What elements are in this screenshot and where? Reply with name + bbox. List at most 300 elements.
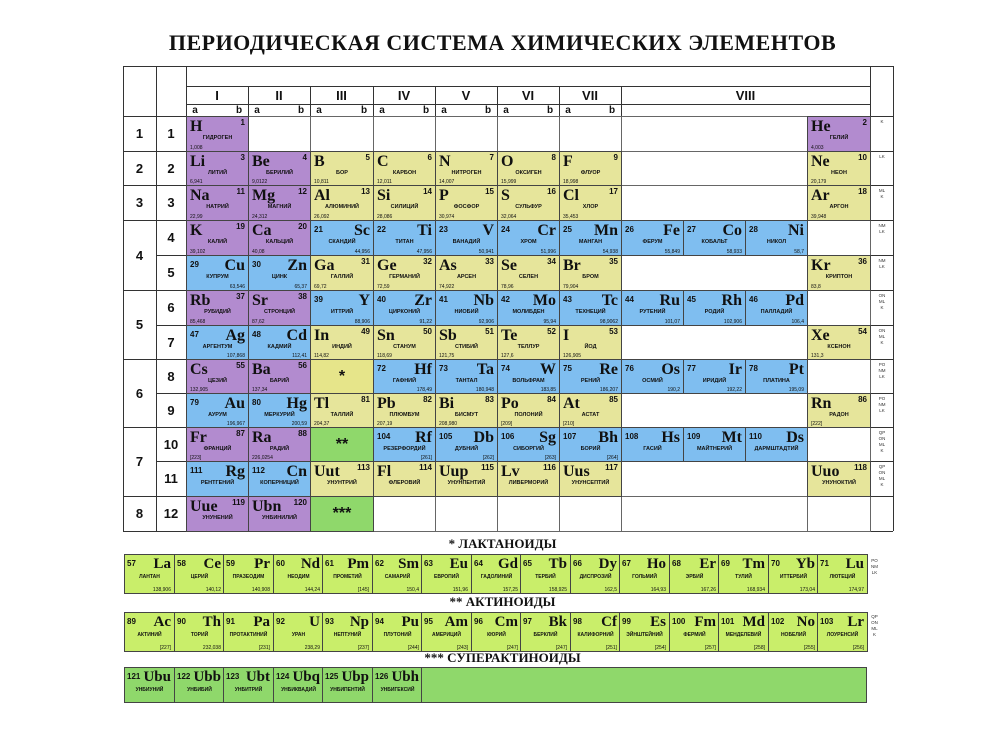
star-cell[interactable] — [310, 496, 374, 532]
element-symbol: Cn — [286, 463, 307, 480]
period-label-8: 8 — [135, 506, 144, 521]
atomic-number: 32 — [423, 257, 432, 266]
atomic-mass: 138,906 — [152, 587, 171, 593]
element-symbol: Am — [444, 614, 468, 630]
element-P[interactable] — [435, 185, 498, 221]
element-As[interactable] — [435, 255, 498, 291]
element-Sr[interactable] — [248, 290, 311, 326]
element-Eu[interactable] — [421, 554, 472, 594]
element-Kr[interactable] — [807, 255, 871, 291]
element-symbol: Kr — [811, 257, 831, 274]
element-Re[interactable] — [559, 359, 622, 394]
element-symbol: Hs — [661, 429, 680, 446]
element-name: ПЛЮМБУМ — [389, 412, 420, 418]
element-Uuo[interactable] — [807, 461, 871, 497]
shell-letters: K — [880, 119, 884, 124]
element-He[interactable] — [807, 116, 871, 152]
atomic-number: 6 — [427, 153, 432, 162]
atomic-mass: 114,82 — [314, 353, 329, 359]
element-Cs[interactable] — [186, 359, 249, 394]
element-I[interactable] — [559, 325, 622, 360]
element-name: СТИБИЙ — [454, 344, 478, 350]
atomic-mass: 26,092 — [314, 214, 330, 220]
element-symbol: Ce — [203, 556, 221, 572]
element-name: ФРАНЦИЙ — [203, 446, 232, 452]
atomic-number: 36 — [858, 257, 867, 266]
element-Ubu[interactable] — [124, 667, 175, 703]
element-symbol: Zr — [414, 292, 432, 309]
empty-cell — [621, 151, 808, 186]
atomic-number: 75 — [563, 364, 572, 373]
frame-top — [123, 66, 893, 67]
atomic-number: 24 — [501, 225, 510, 234]
element-symbol: Zn — [287, 257, 307, 274]
element-H[interactable] — [186, 116, 249, 152]
row-label-11: 11 — [164, 471, 178, 486]
atomic-mass: 54,938 — [602, 249, 618, 255]
element-Ni[interactable] — [745, 220, 808, 256]
element-symbol: Np — [349, 614, 369, 630]
star-marker: *** — [332, 505, 352, 522]
element-Ag[interactable] — [186, 325, 249, 360]
atomic-number: 107 — [563, 432, 577, 441]
element-Na[interactable] — [186, 185, 249, 221]
element-Rf[interactable] — [373, 427, 436, 462]
atomic-number: 82 — [423, 395, 432, 404]
atomic-number: 77 — [687, 364, 696, 373]
atomic-number: 19 — [236, 222, 245, 231]
element-Sb[interactable] — [435, 325, 498, 360]
atomic-number: 3 — [240, 153, 245, 162]
element-Ar[interactable] — [807, 185, 871, 221]
element-symbol: Fl — [377, 463, 392, 480]
element-Te[interactable] — [497, 325, 560, 360]
element-symbol: Pb — [377, 395, 396, 412]
element-Sc[interactable] — [310, 220, 374, 256]
element-Mo[interactable] — [497, 290, 560, 326]
element-symbol: S — [501, 187, 510, 204]
element-name: НОБЕЛИЙ — [780, 632, 807, 638]
atomic-mass: 58,933 — [726, 249, 742, 255]
element-symbol: Cl — [563, 187, 579, 204]
atomic-number: 15 — [485, 187, 494, 196]
element-Gd[interactable] — [471, 554, 522, 594]
element-name: УНУНОКТИЙ — [822, 480, 856, 486]
element-symbol: P — [439, 187, 449, 204]
element-Ca[interactable] — [248, 220, 311, 256]
element-C[interactable] — [373, 151, 436, 186]
shell-letters: PONMLK — [878, 362, 886, 379]
row-label-3: 3 — [167, 195, 175, 210]
subgroup-a-label: a — [565, 104, 571, 116]
element-Er[interactable] — [669, 554, 720, 594]
empty-cell — [248, 116, 311, 152]
atomic-mass: 74,922 — [439, 284, 455, 290]
element-Rh[interactable] — [683, 290, 746, 326]
element-Fr[interactable] — [186, 427, 249, 462]
empty-cell — [310, 116, 374, 152]
element-name: НИКОЛ — [766, 239, 787, 245]
element-Ne[interactable] — [807, 151, 871, 186]
atomic-number: 12 — [298, 187, 307, 196]
lanthanides-shell-letters: PONMLK — [871, 558, 878, 575]
element-symbol: Es — [650, 614, 666, 630]
lanthanides-title: * ЛАКТАНОИДЫ — [448, 536, 557, 551]
atomic-number: 68 — [672, 559, 681, 568]
atomic-mass: 164,93 — [650, 587, 666, 593]
atomic-number: 26 — [625, 225, 634, 234]
element-Ubp[interactable] — [322, 667, 373, 703]
element-Tl[interactable] — [310, 393, 374, 428]
element-Db[interactable] — [435, 427, 498, 462]
element-Y[interactable] — [310, 290, 374, 326]
element-Os[interactable] — [621, 359, 684, 394]
shell-letters: ONMLK — [878, 293, 886, 310]
element-Yb[interactable] — [768, 554, 819, 594]
element-name: ТЕХНЕЦИЙ — [575, 309, 606, 315]
element-Ir[interactable] — [683, 359, 746, 394]
element-Tb[interactable] — [520, 554, 571, 594]
element-Th[interactable] — [174, 612, 225, 652]
element-Ge[interactable] — [373, 255, 436, 291]
atomic-mass: 30,974 — [439, 214, 455, 220]
empty-cell — [559, 496, 622, 532]
atomic-mass: 127,6 — [501, 353, 514, 359]
element-name: СИЛИЦИЙ — [390, 204, 419, 210]
element-Po[interactable] — [497, 393, 560, 428]
atomic-mass: [255] — [803, 645, 815, 651]
element-name: КУПРУМ — [206, 274, 229, 280]
atomic-mass: [264] — [606, 455, 618, 461]
element-Ubb[interactable] — [174, 667, 225, 703]
period-divider — [123, 531, 156, 532]
element-name: СИБОРГИЙ — [513, 446, 544, 452]
element-name: ПРОТАКТИНИЙ — [229, 632, 268, 638]
atomic-number: 14 — [423, 187, 432, 196]
atomic-number: 84 — [547, 395, 556, 404]
element-symbol: H — [190, 118, 203, 135]
atomic-number: 106 — [501, 432, 515, 441]
empty-cell — [435, 496, 498, 532]
period-label-7: 7 — [135, 454, 144, 469]
element-symbol: Er — [699, 556, 716, 572]
element-Ds[interactable] — [745, 427, 808, 462]
element-La[interactable] — [124, 554, 175, 594]
row-label-9: 9 — [167, 402, 175, 418]
element-symbol: Pr — [254, 556, 270, 572]
atomic-mass: 55,849 — [664, 249, 680, 255]
element-Mn[interactable] — [559, 220, 622, 256]
element-Zn[interactable] — [248, 255, 311, 291]
element-Ra[interactable] — [248, 427, 311, 462]
star-cell[interactable] — [310, 359, 374, 394]
element-symbol: Cf — [601, 614, 617, 630]
element-In[interactable] — [310, 325, 374, 360]
element-Cn[interactable] — [248, 461, 311, 497]
element-Rb[interactable] — [186, 290, 249, 326]
element-U[interactable] — [273, 612, 324, 652]
element-Hf[interactable] — [373, 359, 436, 394]
element-Be[interactable] — [248, 151, 311, 186]
element-Hg[interactable] — [248, 393, 311, 428]
element-Hs[interactable] — [621, 427, 684, 462]
element-symbol: F — [563, 153, 573, 170]
atomic-number: 113 — [357, 463, 370, 472]
subgroup-b-label: b — [422, 104, 430, 116]
element-Tm[interactable] — [718, 554, 769, 594]
atomic-mass: 158,925 — [548, 587, 567, 593]
atomic-number: 8 — [551, 153, 556, 162]
atomic-number: 124 — [276, 672, 290, 681]
element-name: ГАСИЙ — [643, 446, 662, 452]
element-Lr[interactable] — [817, 612, 868, 652]
element-symbol: Yb — [795, 556, 815, 572]
element-Md[interactable] — [718, 612, 769, 652]
atomic-mass: 14,007 — [439, 179, 455, 185]
element-W[interactable] — [497, 359, 560, 394]
element-Bk[interactable] — [520, 612, 571, 652]
element-symbol: Pu — [401, 614, 419, 630]
empty-cell — [621, 461, 808, 497]
element-name: МАЙТНЕРИЙ — [696, 446, 733, 452]
element-symbol: O — [501, 153, 514, 170]
element-Ce[interactable] — [174, 554, 225, 594]
atomic-mass: 226,0254 — [252, 455, 273, 461]
actinides-shell-letters: QPONMLK — [871, 614, 878, 637]
element-Ta[interactable] — [435, 359, 498, 394]
atomic-number: 69 — [721, 559, 730, 568]
element-Pu[interactable] — [372, 612, 423, 652]
atomic-number: 116 — [543, 463, 556, 472]
element-symbol: Mt — [721, 429, 742, 446]
atomic-mass: 91,22 — [419, 319, 432, 325]
empty-cell — [621, 393, 808, 428]
row-label-5: 5 — [167, 265, 175, 280]
element-name: НЕОН — [831, 170, 847, 176]
element-Fl[interactable] — [373, 461, 436, 497]
element-name: УНУНТРИЙ — [327, 480, 357, 486]
element-Ga[interactable] — [310, 255, 374, 291]
element-Bh[interactable] — [559, 427, 622, 462]
subgroup-a-label: a — [254, 104, 260, 116]
atomic-mass: 173,04 — [799, 587, 815, 593]
atomic-mass: 72,59 — [377, 284, 390, 290]
element-name: ЛИВЕРМОРИЙ — [508, 480, 549, 486]
element-symbol: Ca — [252, 222, 272, 239]
element-name: КАЛИФОРНИЙ — [577, 632, 614, 638]
element-Zr[interactable] — [373, 290, 436, 326]
element-symbol: Tl — [314, 395, 330, 412]
page-title: ПЕРИОДИЧЕСКАЯ СИСТЕМА ХИМИЧЕСКИХ ЭЛЕМЕНТОВ — [168, 30, 837, 55]
element-Cf[interactable] — [570, 612, 621, 652]
element-Bi[interactable] — [435, 393, 498, 428]
element-Es[interactable] — [619, 612, 670, 652]
empty-cell — [621, 116, 808, 152]
atomic-number: 10 — [858, 153, 867, 162]
element-Sn[interactable] — [373, 325, 436, 360]
element-Ubq[interactable] — [273, 667, 324, 703]
element-Uut[interactable] — [310, 461, 374, 497]
element-Pm[interactable] — [322, 554, 373, 594]
atomic-number: 25 — [563, 225, 572, 234]
element-Lu[interactable] — [817, 554, 868, 594]
element-Rg[interactable] — [186, 461, 249, 497]
element-Uup[interactable] — [435, 461, 498, 497]
element-F[interactable] — [559, 151, 622, 186]
element-Mt[interactable] — [683, 427, 746, 462]
atomic-number: 55 — [236, 361, 245, 370]
atomic-mass: [231] — [258, 645, 270, 651]
atomic-mass: [261] — [420, 455, 432, 461]
element-V[interactable] — [435, 220, 498, 256]
element-Am[interactable] — [421, 612, 472, 652]
element-Ti[interactable] — [373, 220, 436, 256]
element-name: ЦЕЗИЙ — [207, 378, 228, 384]
empty-cell — [807, 427, 871, 462]
atomic-mass: 162,5 — [604, 587, 617, 593]
element-name: АРГОН — [829, 204, 849, 210]
element-Pd[interactable] — [745, 290, 808, 326]
element-name: ФОСФОР — [453, 204, 480, 210]
atomic-number: 92 — [276, 617, 285, 626]
element-Xe[interactable] — [807, 325, 871, 360]
element-name: ЕВРОПИЙ — [434, 574, 459, 580]
element-symbol: Tc — [601, 292, 618, 309]
element-Nd[interactable] — [273, 554, 324, 594]
element-symbol: K — [190, 222, 203, 239]
element-symbol: Ho — [646, 556, 666, 572]
element-Sg[interactable] — [497, 427, 560, 462]
atomic-number: 90 — [177, 617, 186, 626]
atomic-mass: 63,546 — [229, 284, 245, 290]
element-symbol: Ar — [811, 187, 830, 204]
element-Mg[interactable] — [248, 185, 311, 221]
element-symbol: Te — [501, 327, 518, 344]
element-Ac[interactable] — [124, 612, 175, 652]
element-Pa[interactable] — [223, 612, 274, 652]
element-name: ХРОМ — [520, 239, 537, 245]
element-Np[interactable] — [322, 612, 373, 652]
atomic-mass: 58,7 — [794, 249, 804, 255]
element-Ubt[interactable] — [223, 667, 274, 703]
atomic-mass: [227] — [159, 645, 171, 651]
element-symbol: Pm — [347, 556, 369, 572]
element-Ba[interactable] — [248, 359, 311, 394]
element-Uus[interactable] — [559, 461, 622, 497]
element-name: ДУБНИЙ — [454, 446, 479, 452]
element-Cu[interactable] — [186, 255, 249, 291]
element-symbol: Bk — [548, 614, 567, 630]
element-O[interactable] — [497, 151, 560, 186]
element-name: ГАФНИЙ — [392, 378, 417, 384]
element-Co[interactable] — [683, 220, 746, 256]
element-name: УНБИПЕНТИЙ — [330, 687, 365, 693]
element-Lv[interactable] — [497, 461, 560, 497]
atomic-mass: 50,941 — [478, 249, 494, 255]
shell-letters: NMLK — [878, 223, 886, 234]
empty-cell — [435, 116, 498, 152]
element-Ubn[interactable] — [248, 496, 311, 532]
element-symbol: Ti — [417, 222, 432, 239]
atomic-number: 66 — [573, 559, 582, 568]
element-name: ЙОД — [584, 344, 597, 350]
element-Uue[interactable] — [186, 496, 249, 532]
atomic-mass: 195,09 — [788, 387, 804, 393]
element-Si[interactable] — [373, 185, 436, 221]
element-Cm[interactable] — [471, 612, 522, 652]
element-Ho[interactable] — [619, 554, 670, 594]
element-Dy[interactable] — [570, 554, 621, 594]
element-Fm[interactable] — [669, 612, 720, 652]
element-name: ЦИРКОНИЙ — [388, 309, 421, 315]
element-name: ДИСПРОЗИЙ — [579, 574, 612, 580]
element-S[interactable] — [497, 185, 560, 221]
element-Rn[interactable] — [807, 393, 871, 428]
element-Pr[interactable] — [223, 554, 274, 594]
atomic-mass: 167,26 — [700, 587, 716, 593]
element-Br[interactable] — [559, 255, 622, 291]
element-Cr[interactable] — [497, 220, 560, 256]
element-name: ГАЛЛИЙ — [330, 274, 354, 280]
atomic-number: 27 — [687, 225, 696, 234]
atomic-number: 33 — [485, 257, 494, 266]
element-Tc[interactable] — [559, 290, 622, 326]
element-symbol: Eu — [449, 556, 468, 572]
atomic-number: 60 — [276, 559, 285, 568]
element-Ubh[interactable] — [372, 667, 423, 703]
atomic-number: 21 — [314, 225, 323, 234]
element-name: АКТИНИЙ — [137, 632, 162, 638]
element-K[interactable] — [186, 220, 249, 256]
element-Cd[interactable] — [248, 325, 311, 360]
shell-letters: PONMLK — [878, 396, 886, 413]
element-Pt[interactable] — [745, 359, 808, 394]
element-Cl[interactable] — [559, 185, 622, 221]
element-No[interactable] — [768, 612, 819, 652]
subgroup-b-label: b — [235, 104, 243, 116]
atomic-number: 17 — [609, 187, 618, 196]
element-symbol: Ne — [811, 153, 830, 170]
element-Nb[interactable] — [435, 290, 498, 326]
element-At[interactable] — [559, 393, 622, 428]
star-cell[interactable] — [310, 427, 374, 462]
atomic-number: 81 — [361, 395, 370, 404]
element-Fe[interactable] — [621, 220, 684, 256]
element-Al[interactable] — [310, 185, 374, 221]
element-symbol: Ubn — [252, 498, 282, 515]
atomic-number: 110 — [749, 432, 762, 441]
atomic-mass: 24,312 — [252, 214, 268, 220]
atomic-mass: 183,85 — [540, 387, 556, 393]
period-label-3: 3 — [135, 195, 144, 210]
element-Sm[interactable] — [372, 554, 423, 594]
element-Pb[interactable] — [373, 393, 436, 428]
element-name: РУБИДИЙ — [204, 309, 231, 315]
atomic-number: 115 — [481, 463, 494, 472]
element-symbol: La — [153, 556, 171, 572]
element-name: СЕЛЕН — [518, 274, 539, 280]
atomic-mass: 204,37 — [314, 421, 330, 427]
subgroup-a-label: a — [379, 104, 385, 116]
element-Se[interactable] — [497, 255, 560, 291]
element-N[interactable] — [435, 151, 498, 186]
element-Ru[interactable] — [621, 290, 684, 326]
atomic-mass: [257] — [704, 645, 716, 651]
element-B[interactable] — [310, 151, 374, 186]
atomic-number: 43 — [563, 295, 572, 304]
element-Au[interactable] — [186, 393, 249, 428]
element-Li[interactable] — [186, 151, 249, 186]
